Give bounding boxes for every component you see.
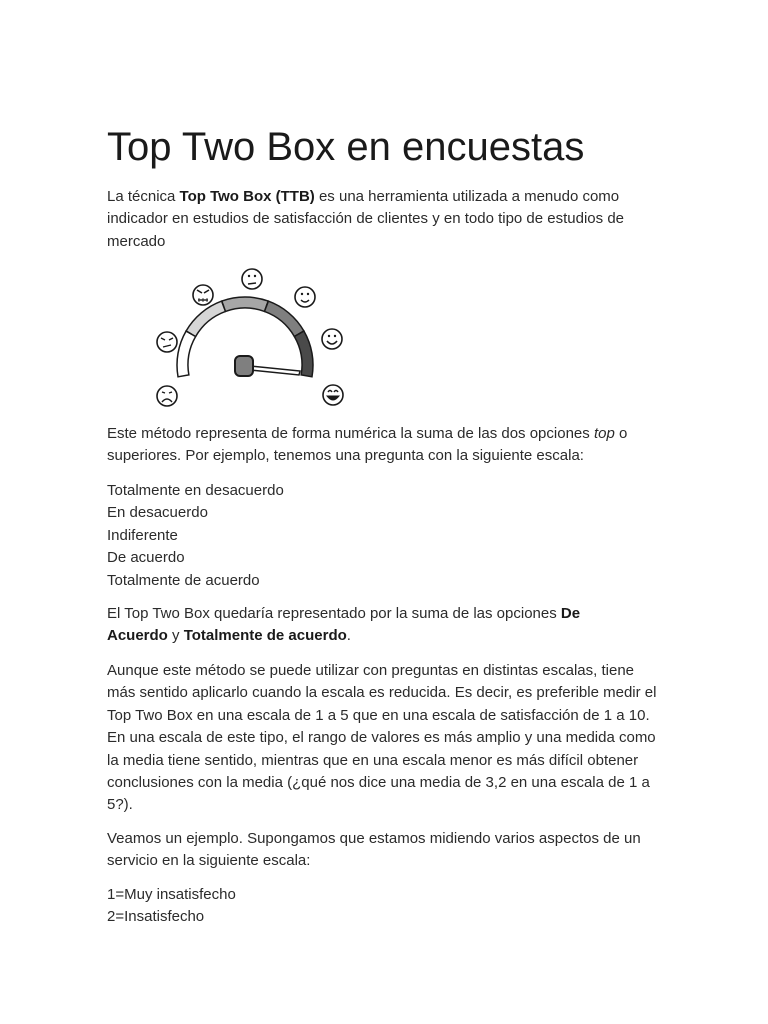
ttb-line-1 <box>107 603 667 625</box>
scale-option-3: Indiferente <box>107 526 178 544</box>
intro-text-2: es una herramienta utilizada a menudo como <box>314 188 620 205</box>
ttb-text-2: y <box>167 627 184 645</box>
example-scale-item-2: 2=Insatisfecho <box>107 908 205 926</box>
method-paragraph <box>107 423 667 468</box>
smile-face-icon <box>295 287 315 307</box>
aunque-paragraph <box>107 660 667 817</box>
very-happy-face-icon <box>323 385 343 405</box>
gauge-band-5 <box>294 331 313 377</box>
method-line-2: superiores. Por ejemplo, tenemos una pregunta con la siguiente escala: <box>107 447 584 465</box>
ttb-text-3: . <box>346 627 351 645</box>
very-sad-face-icon <box>157 386 177 406</box>
intro-line-1 <box>107 186 667 208</box>
gauge-band-2 <box>186 301 225 336</box>
aunque-line-1: Aunque este método se puede utilizar con preguntas en distintas escalas, tiene <box>107 662 635 679</box>
ttb-bold-de: De <box>560 605 581 622</box>
example-scale-list <box>107 884 667 929</box>
aunque-line-6: conclusiones con la media (¿qué nos dice una media de 3,2 en una escala de 1 a <box>107 774 650 792</box>
scale-option-4: De acuerdo <box>107 549 185 567</box>
ttb-text-1: El Top Two Box quedaría representado por la suma de las opciones <box>107 605 561 622</box>
method-italic-top: top <box>593 425 615 442</box>
scale-option-1: Totalmente en desacuerdo <box>107 482 284 499</box>
veamos-line-1: Veamos un ejemplo. Supongamos que estamos midiendo varios aspectos de un <box>107 830 641 847</box>
neutral-face-icon <box>242 269 262 289</box>
ttb-line-2 <box>107 625 667 647</box>
method-line-1 <box>107 423 667 445</box>
method-text-1: Este método representa de forma numérica la suma de las dos opciones <box>107 425 594 442</box>
veamos-paragraph <box>107 828 667 873</box>
example-scale-item-1: 1=Muy insatisfecho <box>107 886 236 903</box>
aunque-line-3: Top Two Box en una escala de 1 a 5 que en una escala de satisfacción de 1 a 10. <box>107 706 650 724</box>
gauge-band-3 <box>222 297 269 311</box>
aunque-line-5: la media tiene sentido, mientras que en una escala menor es más difícil obtener <box>107 751 639 769</box>
sad-face-icon <box>157 332 177 352</box>
needle-hub <box>235 356 253 376</box>
angry-face-icon <box>193 285 213 305</box>
gauge-band-1 <box>177 331 196 377</box>
ttb-bold-acuerdo: Acuerdo <box>107 627 168 645</box>
scale-option-2: En desacuerdo <box>107 504 208 522</box>
intro-line-3: mercado <box>107 232 166 250</box>
veamos-line-2: servicio en la siguiente escala: <box>107 852 311 870</box>
intro-text-1: La técnica <box>107 188 180 205</box>
intro-line-2: indicador en estudios de satisfacción de clientes y en todo tipo de estudios de <box>107 210 625 228</box>
aunque-line-2: más sentido aplicarlo cuando la escala es reducida. Es decir, es preferible medir el <box>107 684 657 702</box>
scale-option-5: Totalmente de acuerdo <box>107 571 260 589</box>
ttb-paragraph <box>107 603 667 648</box>
intro-paragraph <box>107 186 667 253</box>
happy-face-icon <box>322 329 342 349</box>
aunque-line-4: En una escala de este tipo, el rango de valores es más amplio y una medida como <box>107 729 656 747</box>
satisfaction-gauge-illustration <box>147 262 387 412</box>
gauge-band-4 <box>264 301 303 336</box>
method-text-2: o <box>614 425 628 442</box>
gauge-needle <box>235 356 300 376</box>
intro-bold-ttb: Top Two Box (TTB) <box>179 188 315 205</box>
ttb-bold-totalmente: Totalmente de acuerdo <box>183 627 347 645</box>
scale-list <box>107 480 667 592</box>
page-title: Top Two Box en encuestas <box>107 125 585 169</box>
aunque-line-7: 5?). <box>107 796 133 814</box>
